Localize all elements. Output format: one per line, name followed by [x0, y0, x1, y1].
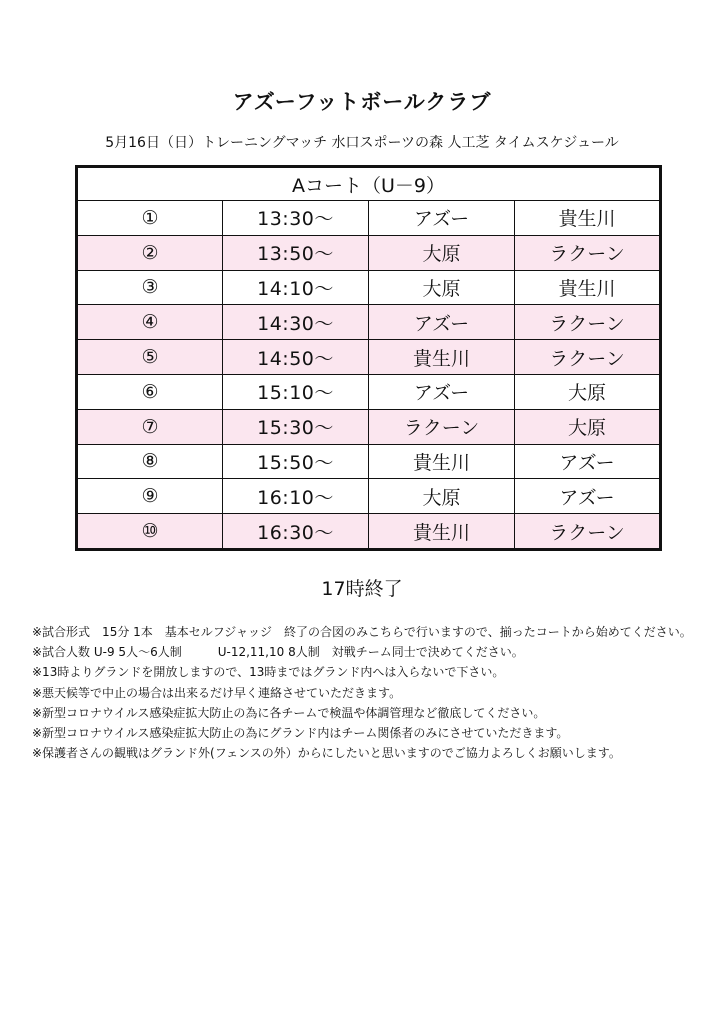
- match-time: 14:10～: [223, 270, 369, 305]
- match-time: 13:30～: [223, 201, 369, 236]
- table-row: [77, 305, 661, 340]
- end-time: 17時終了: [321, 578, 403, 600]
- match-number: ③: [77, 270, 223, 305]
- page-subtitle: 5月16日（日）トレーニングマッチ 水口スポーツの森 人工芝 タイムスケジュール: [105, 135, 619, 151]
- table-row: [77, 235, 661, 270]
- court-header-row: [77, 167, 661, 201]
- match-time: 14:50～: [223, 340, 369, 375]
- match-number: ⑧: [77, 444, 223, 479]
- team-away: 貴生川: [515, 201, 661, 236]
- team-home: 貴生川: [369, 444, 515, 479]
- match-time: 16:10～: [223, 479, 369, 514]
- team-home: アズー: [369, 201, 515, 236]
- table-row: [77, 270, 661, 305]
- table-row: [77, 479, 661, 514]
- note-item: ※新型コロナウイルス感染症拡大防止の為にグランド内はチーム関係者のみにさせていただきます。: [32, 726, 569, 741]
- match-time: 15:50～: [223, 444, 369, 479]
- schedule-table: [75, 165, 662, 551]
- team-away: ラクーン: [515, 305, 661, 340]
- match-number: ⑦: [77, 409, 223, 444]
- page-title: アズーフットボールクラブ: [232, 90, 492, 114]
- note-item: ※試合人数 U-9 5人～6人制 U-12,11,10 8人制 対戦チーム同士で決めてください。: [32, 645, 524, 660]
- team-away: ラクーン: [515, 340, 661, 375]
- match-time: 13:50～: [223, 235, 369, 270]
- table-row: [77, 514, 661, 550]
- match-time: 14:30～: [223, 305, 369, 340]
- team-away: アズー: [515, 444, 661, 479]
- table-row: [77, 201, 661, 236]
- note-item: ※13時よりグランドを開放しますので、13時まではグランド内へは入らないで下さい。: [32, 665, 505, 680]
- team-away: 貴生川: [515, 270, 661, 305]
- match-number: ②: [77, 235, 223, 270]
- note-item: ※試合形式 15分 1本 基本セルフジャッジ 終了の合図のみこちらで行いますので、揃ったコートから始めてください。: [32, 625, 692, 639]
- court-header: Aコート（U－9）: [77, 167, 661, 201]
- match-number: ⑤: [77, 340, 223, 375]
- note-item: ※新型コロナウイルス感染症拡大防止の為に各チームで検温や体調管理など徹底してください。: [32, 705, 546, 720]
- table-row: [77, 374, 661, 409]
- match-time: 15:30～: [223, 409, 369, 444]
- match-number: ⑥: [77, 374, 223, 409]
- team-away: ラクーン: [515, 235, 661, 270]
- match-time: 15:10～: [223, 374, 369, 409]
- note-item: ※悪天候等で中止の場合は出来るだけ早く連絡させていただきます。: [32, 685, 402, 700]
- notes-list: [32, 622, 712, 763]
- team-home: ラクーン: [369, 409, 515, 444]
- team-home: 貴生川: [369, 514, 515, 550]
- team-home: 大原: [369, 479, 515, 514]
- table-row: [77, 409, 661, 444]
- team-home: アズー: [369, 374, 515, 409]
- table-row: [77, 444, 661, 479]
- match-number: ①: [77, 201, 223, 236]
- team-away: アズー: [515, 479, 661, 514]
- match-number: ⑩: [77, 514, 223, 550]
- team-home: 大原: [369, 235, 515, 270]
- team-home: 貴生川: [369, 340, 515, 375]
- team-away: 大原: [515, 374, 661, 409]
- match-time: 16:30～: [223, 514, 369, 550]
- team-home: アズー: [369, 305, 515, 340]
- team-home: 大原: [369, 270, 515, 305]
- note-item: ※保護者さんの観戦はグランド外(フェンスの外）からにしたいと思いますのでご協力よろしくお願いします。: [32, 746, 621, 761]
- match-number: ⑨: [77, 479, 223, 514]
- team-away: 大原: [515, 409, 661, 444]
- team-away: ラクーン: [515, 514, 661, 550]
- table-row: [77, 340, 661, 375]
- match-number: ④: [77, 305, 223, 340]
